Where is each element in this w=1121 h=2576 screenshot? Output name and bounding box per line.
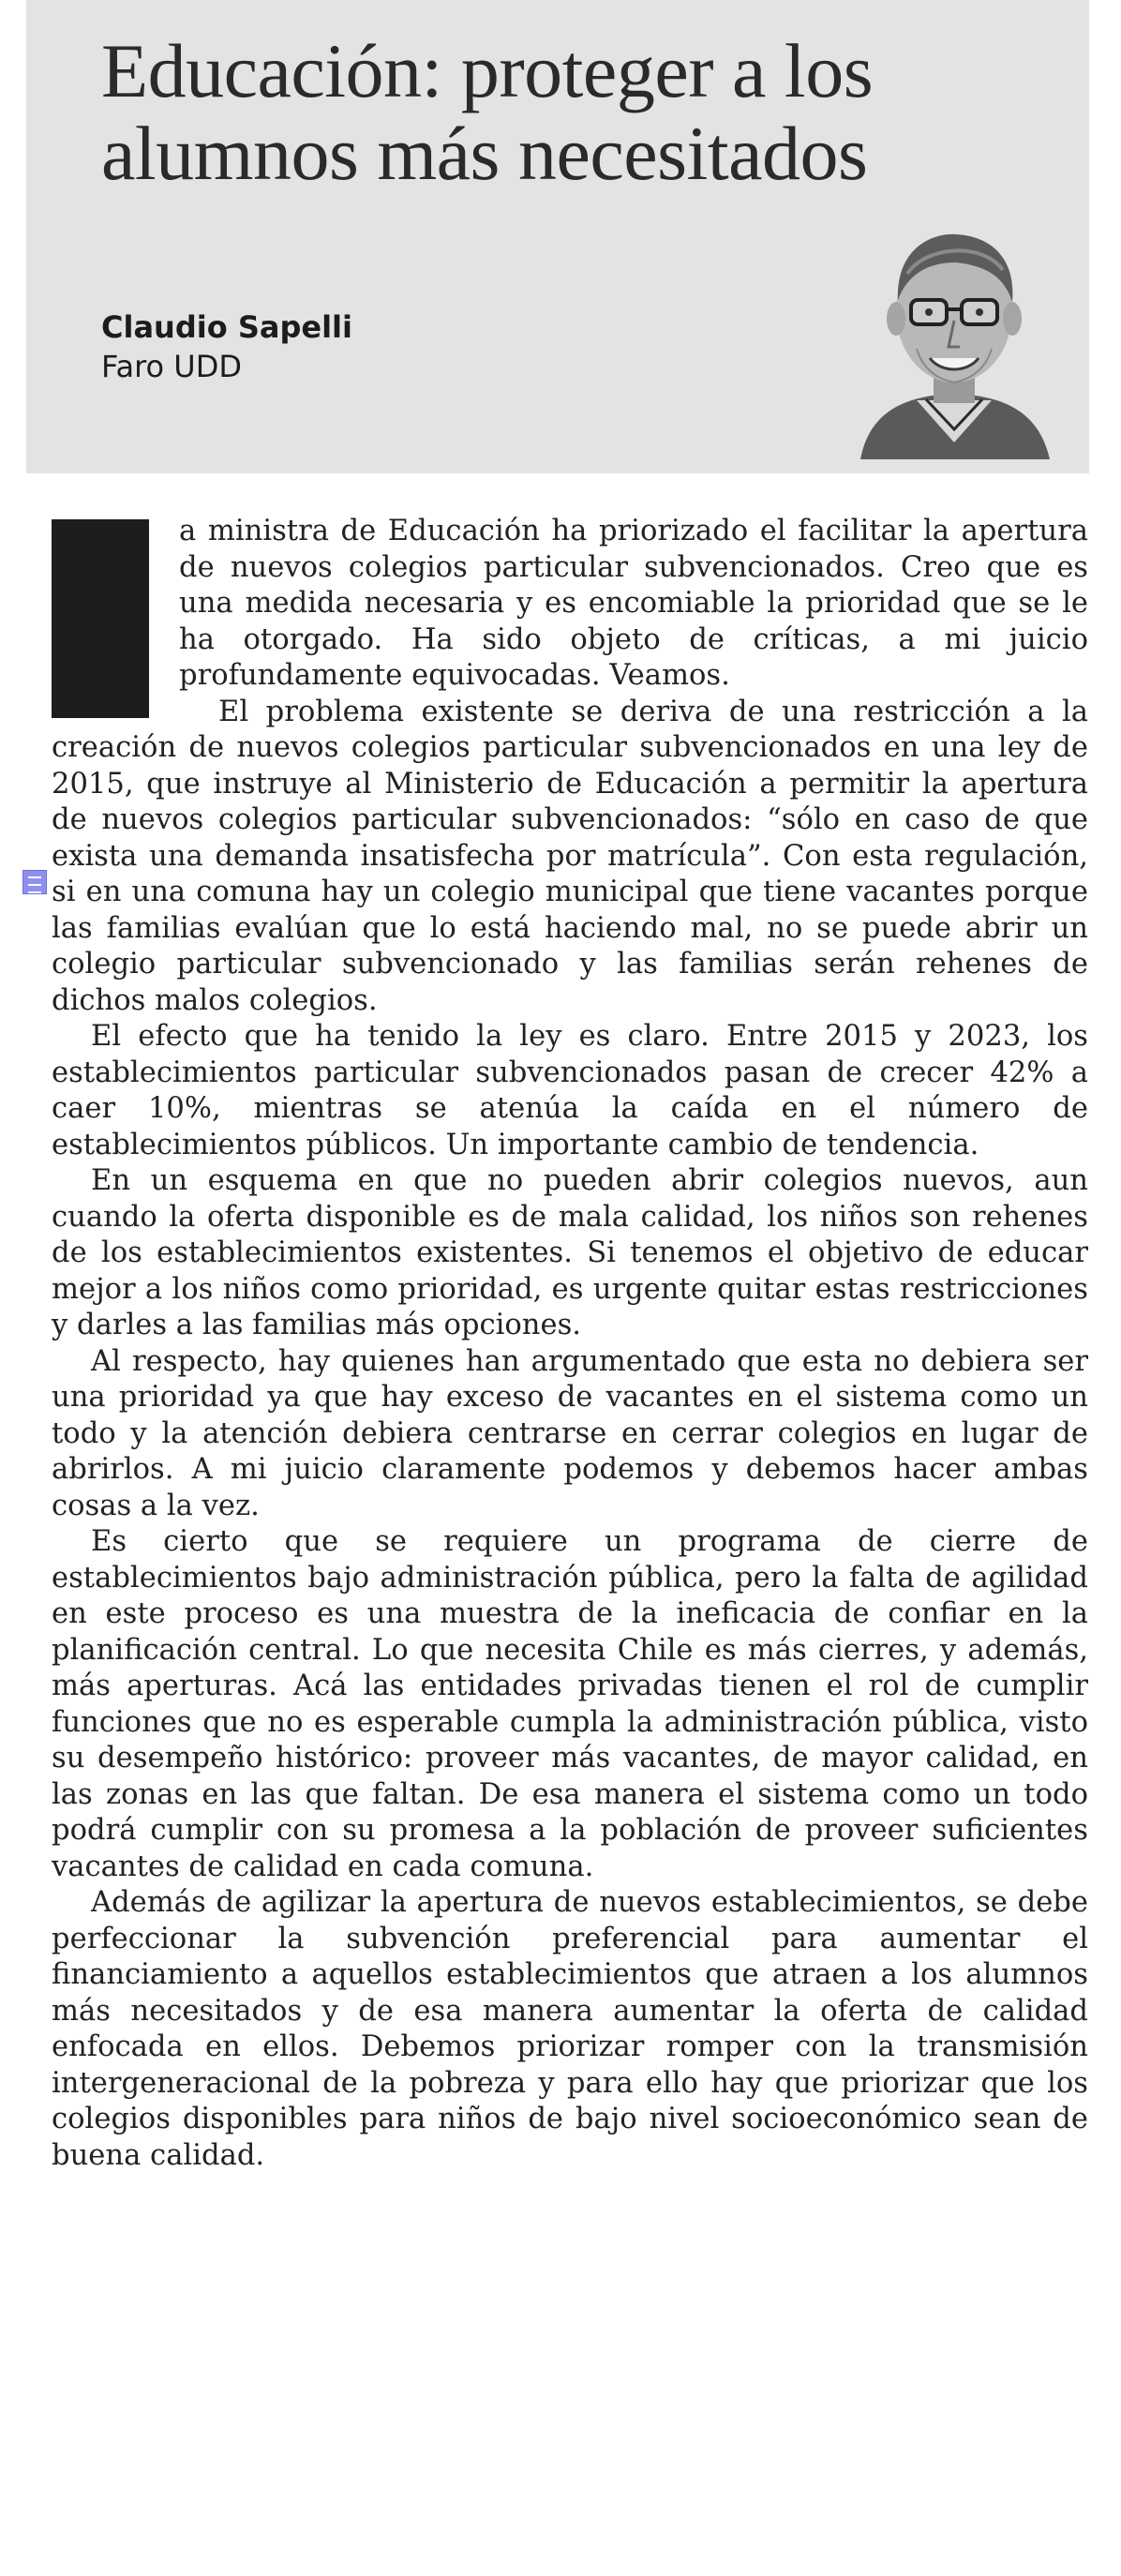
paragraph: El problema existente se deriva de una restricción a la creación de nuevos colegios particular subvencionados en una ley de 2015, que instruye al Ministerio de Educación a permitir la apertura de nuevos colegios particular subvencionados: “sólo en caso de que exista una demanda insatisfecha por matrícula”. Con esta regulación, si en una comuna hay un colegio municipal que tiene vacantes porque las familias evalúan que lo está haciendo mal, no se puede abrir un colegio particular subvencionado y las familias serán rehenes de dichos malos colegios. (52, 695, 1088, 1017)
article-header (26, 0, 1089, 473)
byline (101, 307, 352, 386)
author-affiliation: Faro UDD (101, 349, 242, 384)
note-marker-icon[interactable] (22, 870, 47, 894)
paragraph: a ministra de Educación ha priorizado el facilitar la apertura de nuevos colegios particular subvencionados. Creo que es una medida necesaria y es encomiable la prioridad que se le ha otorgado. Ha sido objeto de críticas, a mi juicio profundamente equivocadas. Veamos. (52, 514, 1088, 695)
paragraph: Al respecto, hay quienes han argumentado que esta no debiera ser una prioridad ya que hay exceso de vacantes en el sistema como un todo y la atención debiera centrarse en cerrar colegios en lugar de abrirlos. A mi juicio claramente podemos y debemos hacer ambas cosas a la vez. (52, 1344, 1088, 1522)
paragraph: El efecto que ha tenido la ley es claro. Entre 2015 y 2023, los establecimientos particular subvencionados pasan de crecer 42% a caer 10%, mientras se atenúa la caída en el número de establecimientos públicos. Un importante cambio de tendencia. (52, 1020, 1088, 1161)
paragraph: En un esquema en que no pueden abrir colegios nuevos, aun cuando la oferta disponible es de mala calidad, los niños son rehenes de los establecimientos existentes. Si tenemos el objetivo de educar mejor a los niños como prioridad, es urgente quitar estas restricciones y darles a las familias más opciones. (52, 1164, 1088, 1341)
article-title: Educación: proteger a los alumnos más necesitados (101, 28, 874, 196)
dropcap-letter-icon (52, 519, 149, 718)
dropcap (52, 519, 149, 718)
author-name: Claudio Sapelli (101, 309, 352, 345)
author-portrait (851, 208, 1057, 459)
article-body (52, 514, 1088, 2174)
paragraph: Es cierto que se requiere un programa de cierre de establecimientos bajo administración pública, pero la falta de agilidad en este proceso es una muestra de la ineficacia de confiar en la planificación central. Lo que necesita Chile es más cierres, y además, más aperturas. Acá las entidades privadas tienen el rol de cumplir funciones que no es esperable cumpla la administración pública, visto su desempeño histórico: proveer más vacantes, de mayor calidad, en las zonas en las que faltan. De esa manera el sistema como un todo podrá cumplir con su promesa a la población de proveer suficientes vacantes de calidad en cada comuna. (52, 1525, 1088, 1883)
paragraph: Además de agilizar la apertura de nuevos establecimientos, se debe perfeccionar la subvención preferencial para aumentar el financiamiento a aquellos establecimientos que atraen a los alumnos más necesitados y de esa manera aumentar la oferta de calidad enfocada en ellos. Debemos priorizar romper con la transmisión intergeneracional de la pobreza y para ello hay que priorizar que los colegios disponibles para niños de bajo nivel socioeconómico sean de buena calidad. (52, 1886, 1088, 2172)
